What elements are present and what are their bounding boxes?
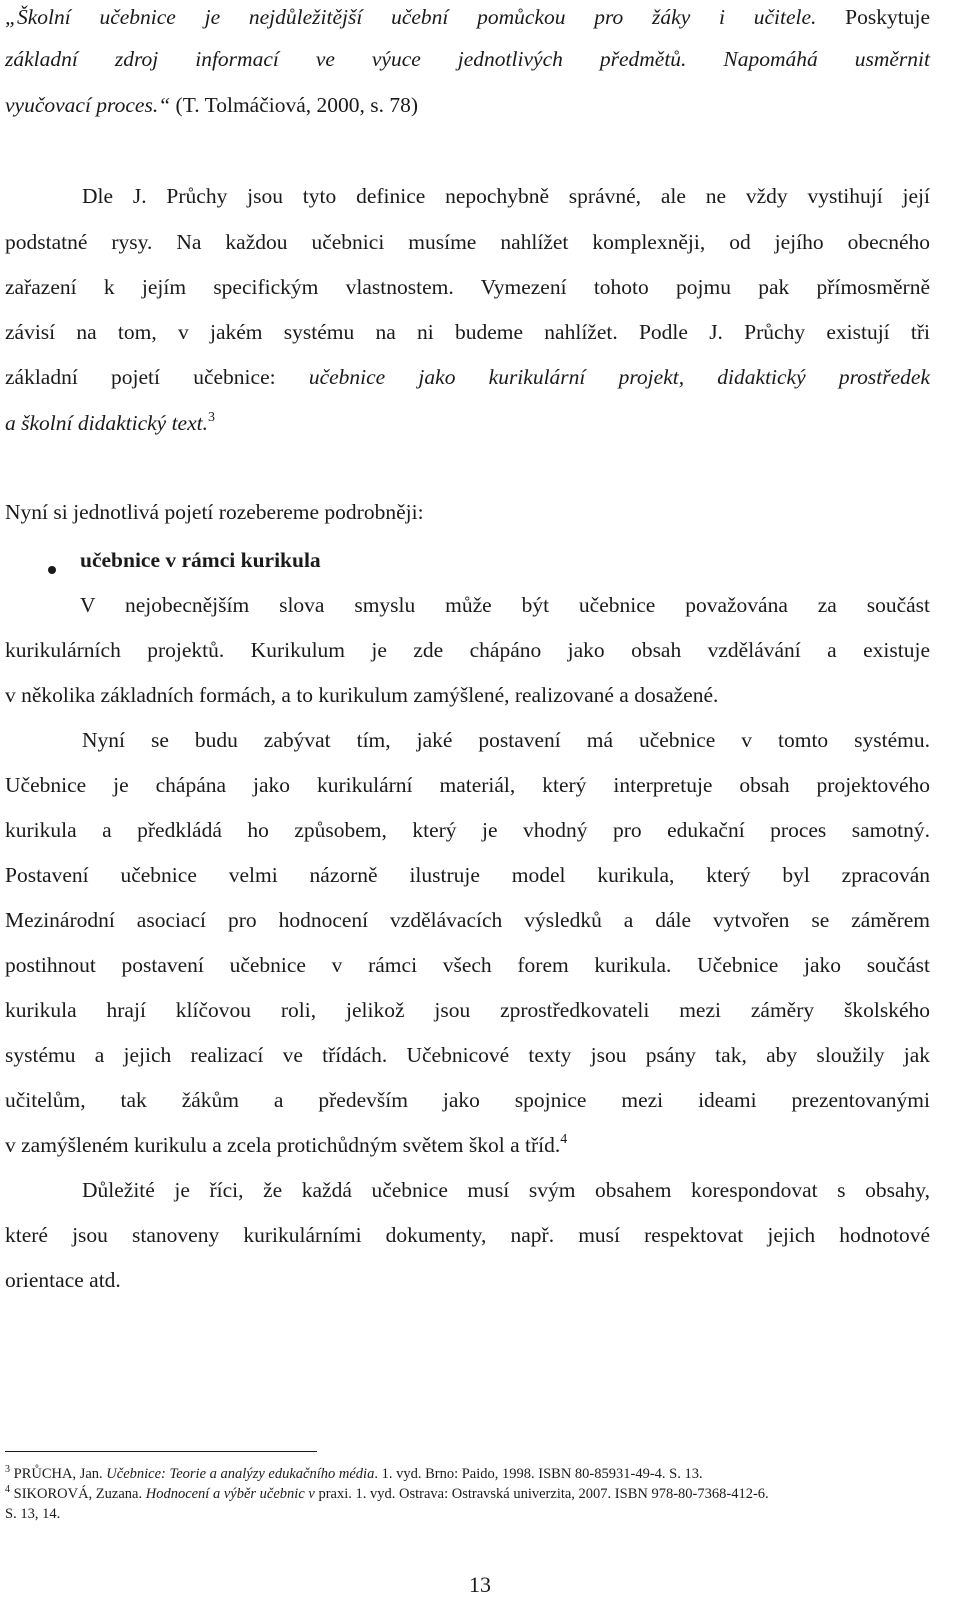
paragraph-line <box>5 1132 930 1158</box>
footnote-text: SIKOROVÁ, Zuzana. <box>10 1486 146 1502</box>
footnote-title: Hodnocení a výběr učebnic v <box>145 1486 315 1502</box>
quote-text: vyučovací proces.“ <box>5 93 171 117</box>
paragraph-line <box>5 364 930 390</box>
quote-text: „Školní učebnice je nejdůležitější učební pomůckou pro žáky i učitele. <box>5 5 817 29</box>
paragraph-text: učebnice jako kurikulární projekt, didaktický prostředek <box>308 365 931 389</box>
paragraph-line: Nyní se budu zabývat tím, jaké postavení má učebnice v tomto systému. <box>82 728 930 752</box>
paragraph-text: a školní didaktický text. <box>5 411 208 435</box>
paragraph-text: základní pojetí učebnice: <box>5 365 309 389</box>
paragraph-line: v několika základních formách, a to kurikulum zamýšlené, realizované a dosažené. <box>5 683 719 707</box>
footnote-ref: 3 <box>207 410 215 425</box>
paragraph-line: postihnout postavení učebnice v rámci všech forem kurikula. Učebnice jako součást <box>5 953 930 977</box>
intro-line: Nyní si jednotlivá pojetí rozebereme podrobněji: <box>5 500 424 524</box>
quote-line-3 <box>5 92 930 118</box>
paragraph-line: zařazení k jejím specifickým vlastnostem. Vymezení tohoto pojmu pak přímosměrně <box>5 275 930 299</box>
paragraph-line: Dle J. Průchy jsou tyto definice nepochybně správné, ale ne vždy vystihují její <box>82 184 930 208</box>
footnote-4 <box>5 1485 930 1503</box>
paragraph-line <box>5 410 930 436</box>
quote-citation: (T. Tolmáčiová, 2000, s. 78) <box>170 93 419 117</box>
paragraph-line: Důležité je říci, že každá učebnice musí svým obsahem korespondovat s obsahy, <box>82 1178 930 1202</box>
footnote-text: praxi. 1. vyd. Ostrava: Ostravská univerzita, 2007. ISBN 978-80-7368-412-6. <box>314 1486 769 1502</box>
footnote-3 <box>5 1465 930 1483</box>
paragraph-line: orientace atd. <box>5 1268 121 1292</box>
paragraph-line: kurikula a předkládá ho způsobem, který je vhodný pro edukační proces samotný. <box>5 818 930 842</box>
paragraph-line: Učebnice je chápána jako kurikulární materiál, který interpretuje obsah projektového <box>5 773 930 797</box>
footnote-title: Učebnice: Teorie a analýzy edukačního média <box>106 1466 375 1482</box>
footnote-4-continued: S. 13, 14. <box>5 1506 61 1522</box>
footnote-number: 3 <box>5 1464 10 1475</box>
bullet-icon <box>48 566 56 574</box>
footnote-number: 4 <box>5 1484 10 1495</box>
quote-text: Poskytuje <box>816 5 930 29</box>
footnote-divider <box>5 1451 317 1452</box>
footnote-ref: 4 <box>560 1132 568 1147</box>
paragraph-line: kurikulárních projektů. Kurikulum je zde chápáno jako obsah vzdělávání a existuje <box>5 638 930 662</box>
paragraph-line: Postavení učebnice velmi názorně ilustruje model kurikula, který byl zpracován <box>5 863 930 887</box>
paragraph-line: závisí na tom, v jakém systému na ni budeme nahlížet. Podle J. Průchy existují tři <box>5 320 930 344</box>
paragraph-line: Mezinárodní asociací pro hodnocení vzdělávacích výsledků a dále vytvořen se záměrem <box>5 908 930 932</box>
paragraph-line: které jsou stanoveny kurikulárními dokumenty, např. musí respektovat jejich hodnotové <box>5 1223 930 1247</box>
bullet-heading: učebnice v rámci kurikula <box>80 548 321 572</box>
footnote-text: . 1. vyd. Brno: Paido, 1998. ISBN 80-85931-49-4. S. 13. <box>374 1466 703 1482</box>
paragraph-line: V nejobecnějším slova smyslu může být učebnice považována za součást <box>80 593 930 617</box>
paragraph-text: v zamýšleném kurikulu a zcela protichůdným světem škol a tříd. <box>5 1133 561 1157</box>
paragraph-line: kurikula hrají klíčovou roli, jelikož jsou zprostředkovateli mezi záměry školského <box>5 998 930 1022</box>
paragraph-line: podstatné rysy. Na každou učebnici musíme nahlížet komplexněji, od jejího obecného <box>5 230 930 254</box>
quote-line-1 <box>5 4 930 30</box>
footnote-text: PRŮCHA, Jan. <box>10 1466 107 1482</box>
paragraph-line: systému a jejich realizací ve třídách. Učebnicové texty jsou psány tak, aby sloužily jak <box>5 1043 930 1067</box>
page-number: 13 <box>469 1572 491 1597</box>
paragraph-line: učitelům, tak žákům a především jako spojnice mezi ideami prezentovanými <box>5 1088 930 1112</box>
quote-line-2: základní zdroj informací ve výuce jednotlivých předmětů. Napomáhá usměrnit <box>5 47 930 71</box>
